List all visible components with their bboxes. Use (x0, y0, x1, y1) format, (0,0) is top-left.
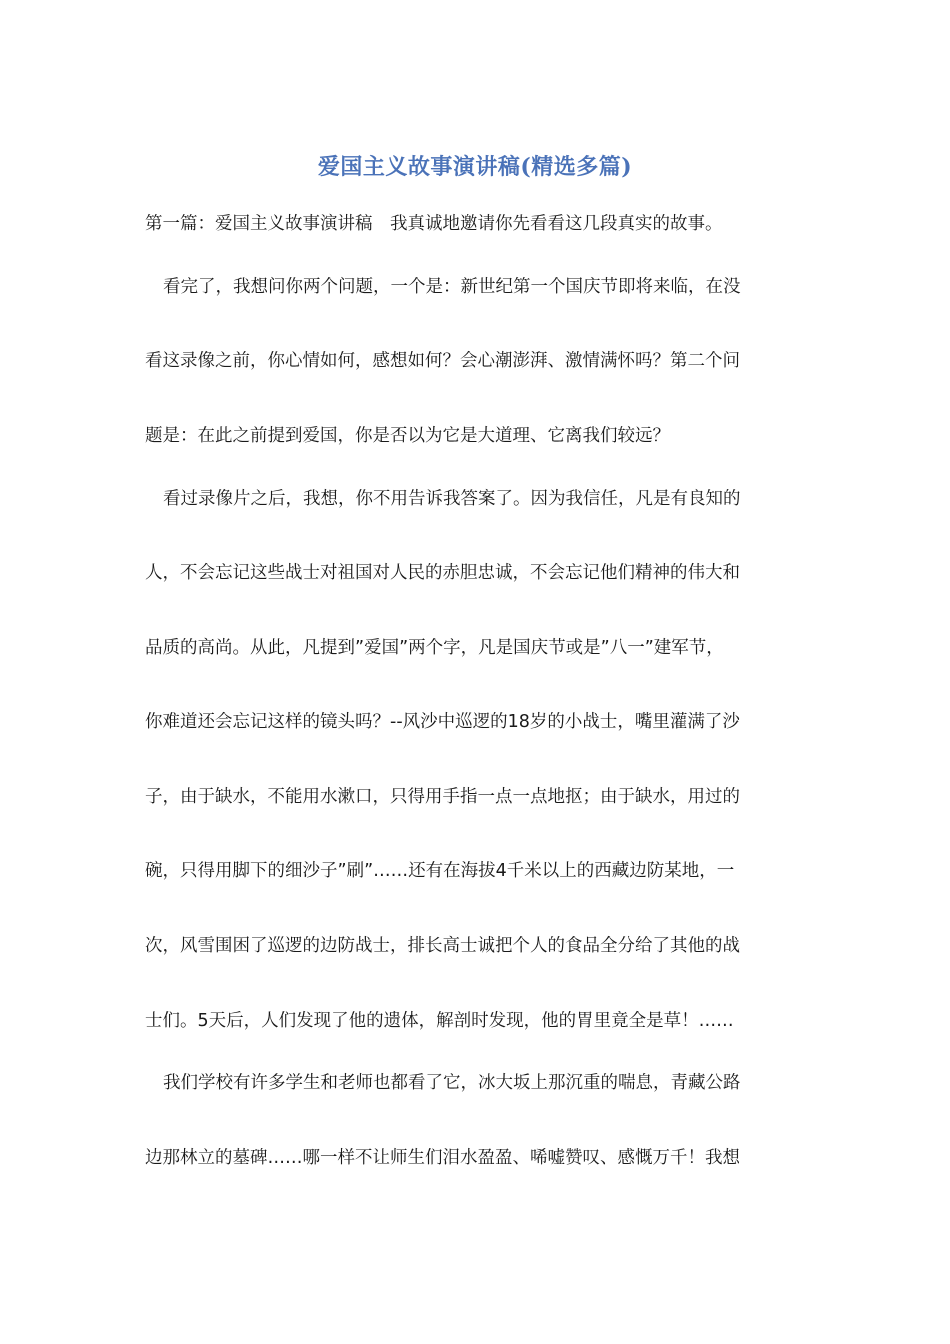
text-line: 第一篇：爱国主义故事演讲稿 我真诚地邀请你先看看这几段真实的故事。 (145, 214, 723, 234)
text-line: 看完了，我想问你两个问题，一个是：新世纪第一个国庆节即将来临，在没 (163, 277, 741, 297)
text-line: 看过录像片之后，我想，你不用告诉我答案了。因为我信任，凡是有良知的 (163, 489, 741, 509)
text-line: 我们学校有许多学生和老师也都看了它，冰大坂上那沉重的喘息，青藏公路 (163, 1073, 741, 1093)
text-line: 次，风雪围困了巡逻的边防战士，排长高士诚把个人的食品全分给了其他的战 (145, 936, 740, 956)
text-line: 看这录像之前，你心情如何，感想如何？会心潮澎湃、激情满怀吗？第二个问 (145, 351, 740, 371)
text-line: 题是：在此之前提到爱国，你是否以为它是大道理、它离我们较远？ (145, 426, 670, 446)
text-line: 边那林立的墓碑……哪一样不让师生们泪水盈盈、唏嘘赞叹、感慨万千！我想 (145, 1148, 740, 1168)
text-line: 你难道还会忘记这样的镜头吗？--风沙中巡逻的18岁的小战士，嘴里灌满了沙 (145, 712, 740, 732)
text-line: 士们。5天后，人们发现了他的遗体，解剖时发现，他的胃里竟全是草！…… (145, 1011, 734, 1031)
text-line: 碗，只得用脚下的细沙子”刷”……还有在海拔4千米以上的西藏边防某地，一 (145, 861, 735, 881)
document-title: 爱国主义故事演讲稿(精选多篇) (317, 154, 633, 180)
text-line: 人，不会忘记这些战士对祖国对人民的赤胆忠诚，不会忘记他们精神的伟大和 (145, 563, 740, 583)
text-line: 品质的高尚。从此，凡提到”爱国”两个字，凡是国庆节或是”八一”建军节， (145, 638, 724, 658)
text-line: 子，由于缺水，不能用水漱口，只得用手指一点一点地抠；由于缺水，用过的 (145, 787, 740, 807)
